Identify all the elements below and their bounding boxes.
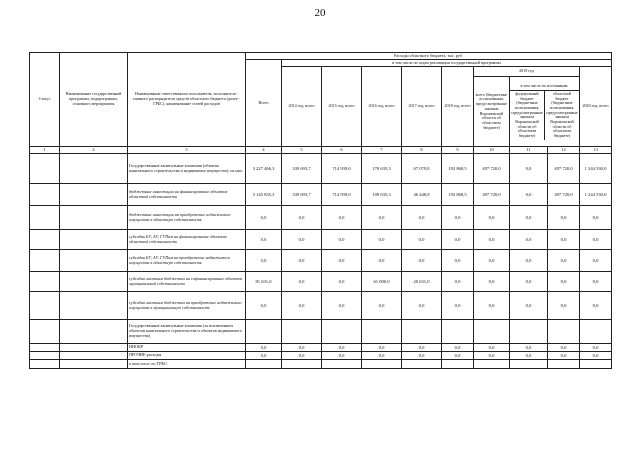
value-cell: 0,0 xyxy=(548,250,580,272)
value-cell xyxy=(362,360,402,369)
value-cell: 0,0 xyxy=(474,292,510,320)
program-cell xyxy=(60,230,128,250)
expense-item-label: Государственные капитальные вложения (за исключением объектов капитального строительства и объектов недвижимого имущества) xyxy=(128,320,246,344)
value-cell: 0,0 xyxy=(246,344,282,352)
column-number: 8 xyxy=(402,147,442,154)
expense-item-label: в том числе по ГРБС: xyxy=(128,360,246,369)
expense-item-label: субсидии БУ, АУ, ГУПам на финансирование объектов областной собственности xyxy=(128,230,246,250)
table-row xyxy=(30,250,612,272)
table-row xyxy=(30,206,612,230)
value-cell: 0,0 xyxy=(362,230,402,250)
value-cell: 0,0 xyxy=(402,344,442,352)
value-cell: 0,0 xyxy=(580,250,612,272)
value-cell: 0,0 xyxy=(322,352,362,360)
column-number: 11 xyxy=(510,147,548,154)
value-cell: 0,0 xyxy=(548,272,580,292)
status-cell xyxy=(30,154,60,184)
header-2019: 2019 год xyxy=(474,67,580,77)
status-cell xyxy=(30,320,60,344)
value-cell: 0,0 xyxy=(510,230,548,250)
column-number: 5 xyxy=(282,147,322,154)
value-cell xyxy=(246,320,282,344)
column-number: 2 xyxy=(60,147,128,154)
value-cell: 67 079,8 xyxy=(402,154,442,184)
value-cell xyxy=(442,320,474,344)
column-number: 1 xyxy=(30,147,60,154)
header-2016: 2016 год, всего xyxy=(362,67,402,147)
value-cell: 0,0 xyxy=(548,230,580,250)
value-cell: 0,0 xyxy=(510,292,548,320)
value-cell: 0,0 xyxy=(402,206,442,230)
value-cell: 81 631,0 xyxy=(246,272,282,292)
value-cell: 0,0 xyxy=(442,352,474,360)
status-cell xyxy=(30,344,60,352)
value-cell xyxy=(246,360,282,369)
header-2019-regional: областной бюджет (бюджетные ассигнования, предусмотренные законом Воронежской области об областном бюджете) xyxy=(546,90,578,139)
table-row xyxy=(30,272,612,292)
value-cell: 0,0 xyxy=(510,352,548,360)
table-row xyxy=(30,352,612,360)
value-cell: 0,0 xyxy=(442,230,474,250)
value-cell xyxy=(402,320,442,344)
value-cell xyxy=(580,360,612,369)
value-cell xyxy=(474,320,510,344)
expense-item-label: НИОКР xyxy=(128,344,246,352)
value-cell: 0,0 xyxy=(510,344,548,352)
value-cell: 0,0 xyxy=(402,352,442,360)
status-cell xyxy=(30,206,60,230)
value-cell: 0,0 xyxy=(322,230,362,250)
header-2019-sources-cell xyxy=(510,77,580,147)
column-number: 9 xyxy=(442,147,474,154)
header-total: Всего xyxy=(246,60,282,147)
header-status: Статус xyxy=(30,53,60,147)
value-cell xyxy=(442,360,474,369)
program-cell xyxy=(60,352,128,360)
value-cell: 0,0 xyxy=(246,206,282,230)
value-cell: 0,0 xyxy=(282,250,322,272)
value-cell xyxy=(510,320,548,344)
value-cell xyxy=(510,360,548,369)
value-cell: 0,0 xyxy=(510,250,548,272)
program-cell xyxy=(60,320,128,344)
value-cell: 0,0 xyxy=(402,250,442,272)
value-cell: 0,0 xyxy=(580,230,612,250)
column-number: 12 xyxy=(548,147,580,154)
value-cell: 0,0 xyxy=(510,272,548,292)
value-cell: 192 868,5 xyxy=(442,154,474,184)
table-row xyxy=(30,360,612,369)
value-cell: 714 939,0 xyxy=(322,184,362,206)
page-number: 20 xyxy=(314,7,326,19)
column-number: 10 xyxy=(474,147,510,154)
value-cell: 497 720,0 xyxy=(548,184,580,206)
value-cell: 0,0 xyxy=(362,344,402,352)
value-cell: 0,0 xyxy=(548,352,580,360)
value-cell: 0,0 xyxy=(362,206,402,230)
value-cell: 0,0 xyxy=(474,352,510,360)
status-cell xyxy=(30,272,60,292)
value-cell: 0,0 xyxy=(402,292,442,320)
value-cell: 339 693,7 xyxy=(282,154,322,184)
header-2018: 2018 год, всего xyxy=(442,67,474,147)
value-cell: 1 244 530,0 xyxy=(580,154,612,184)
column-numbers-row xyxy=(30,147,612,154)
value-cell xyxy=(282,320,322,344)
column-number: 7 xyxy=(362,147,402,154)
status-cell xyxy=(30,360,60,369)
value-cell: 0,0 xyxy=(282,352,322,360)
value-cell xyxy=(322,360,362,369)
value-cell: 0,0 xyxy=(548,344,580,352)
table-row xyxy=(30,230,612,250)
table-row xyxy=(30,344,612,352)
value-cell: 0,0 xyxy=(580,344,612,352)
value-cell xyxy=(580,320,612,344)
status-cell xyxy=(30,250,60,272)
value-cell: 0,0 xyxy=(282,272,322,292)
program-cell xyxy=(60,344,128,352)
value-cell: 0,0 xyxy=(322,206,362,230)
program-cell xyxy=(60,360,128,369)
budget-table xyxy=(29,52,612,369)
value-cell: 0,0 xyxy=(510,154,548,184)
value-cell: 0,0 xyxy=(474,272,510,292)
value-cell: 0,0 xyxy=(548,206,580,230)
value-cell: 0,0 xyxy=(322,272,362,292)
program-cell xyxy=(60,292,128,320)
value-cell: 497 720,0 xyxy=(474,184,510,206)
value-cell xyxy=(282,360,322,369)
value-cell: 0,0 xyxy=(474,206,510,230)
program-cell xyxy=(60,154,128,184)
value-cell: 61 000,0 xyxy=(362,272,402,292)
value-cell: 109 635,3 xyxy=(362,184,402,206)
value-cell: 339 693,7 xyxy=(282,184,322,206)
value-cell: 0,0 xyxy=(580,292,612,320)
status-cell xyxy=(30,292,60,320)
column-number: 4 xyxy=(246,147,282,154)
value-cell: 0,0 xyxy=(510,206,548,230)
header-2015: 2015 год, всего xyxy=(322,67,362,147)
value-cell: 3 227 466,3 xyxy=(246,154,282,184)
value-cell xyxy=(474,360,510,369)
value-cell: 0,0 xyxy=(474,250,510,272)
status-cell xyxy=(30,184,60,206)
header-2019-sources: в том числе по источникам: xyxy=(510,83,579,91)
column-number: 6 xyxy=(322,147,362,154)
expense-item-label: бюджетные инвестиции на приобретение недвижимого имущества в областную собственность xyxy=(128,206,246,230)
value-cell: 0,0 xyxy=(246,292,282,320)
value-cell: 46 448,8 xyxy=(402,184,442,206)
expense-item-label: субсидии БУ, АУ, ГУПам на приобретение недвижимого имущества в областную собственность xyxy=(128,250,246,272)
value-cell: 170 635,3 xyxy=(362,154,402,184)
value-cell: 0,0 xyxy=(580,206,612,230)
value-cell xyxy=(548,320,580,344)
column-number: 3 xyxy=(128,147,246,154)
status-cell xyxy=(30,230,60,250)
value-cell: 0,0 xyxy=(362,292,402,320)
program-cell xyxy=(60,272,128,292)
value-cell: 0,0 xyxy=(282,292,322,320)
value-cell xyxy=(362,320,402,344)
value-cell: 0,0 xyxy=(246,230,282,250)
value-cell: 0,0 xyxy=(510,184,548,206)
value-cell: 192 868,5 xyxy=(442,184,474,206)
expense-item-label: субсидии местным бюджетам на приобретение недвижимого имущества в муниципальную собственность xyxy=(128,292,246,320)
value-cell: 0,0 xyxy=(322,292,362,320)
value-cell: 0,0 xyxy=(580,352,612,360)
program-cell xyxy=(60,250,128,272)
value-cell: 0,0 xyxy=(402,230,442,250)
column-number: 13 xyxy=(580,147,612,154)
expense-item-label: субсидии местным бюджетам на софинансирование объектов муниципальной собственности xyxy=(128,272,246,292)
table-row xyxy=(30,184,612,206)
value-cell xyxy=(402,360,442,369)
value-cell: 20 631,0 xyxy=(402,272,442,292)
program-cell xyxy=(60,184,128,206)
header-program: Наименование государственной программы, подпрограммы, основного мероприятия xyxy=(60,53,128,147)
value-cell: 0,0 xyxy=(442,206,474,230)
header-2019-total: всего (бюджетные ассигнования, предусмотренные законом Воронежской области об областном бюджете) xyxy=(474,77,510,147)
value-cell: 0,0 xyxy=(362,352,402,360)
value-cell xyxy=(548,360,580,369)
value-cell: 0,0 xyxy=(548,292,580,320)
header-2020: 2020 год, всего xyxy=(580,67,612,147)
value-cell: 3 145 835,3 xyxy=(246,184,282,206)
value-cell xyxy=(322,320,362,344)
value-cell: 0,0 xyxy=(474,230,510,250)
expense-item-label: бюджетные инвестиции на финансирование объектов областной собственности xyxy=(128,184,246,206)
value-cell: 0,0 xyxy=(282,206,322,230)
table-row xyxy=(30,292,612,320)
table-row xyxy=(30,320,612,344)
value-cell: 0,0 xyxy=(442,250,474,272)
value-cell: 0,0 xyxy=(246,250,282,272)
header-years: в том числе по годам реализации государственной программы xyxy=(282,60,612,67)
header-executor: Наименование ответственного исполнителя, исполнителя - главного распорядителя средств областного бюджета (далее - ГРБС), наименование статей расходов xyxy=(128,53,246,147)
value-cell: 0,0 xyxy=(322,344,362,352)
header-2014: 2014 год, всего xyxy=(282,67,322,147)
status-cell xyxy=(30,352,60,360)
value-cell: 0,0 xyxy=(362,250,402,272)
header-2019-federal: федеральный бюджет (бюджетные ассигнования, предусмотренные законом Воронежской области об областном бюджете) xyxy=(510,91,545,140)
value-cell: 1 244 530,0 xyxy=(580,184,612,206)
header-2017: 2017 год, всего xyxy=(402,67,442,147)
expense-item-label: ПРОЧИЕ расходы xyxy=(128,352,246,360)
value-cell: 0,0 xyxy=(442,272,474,292)
value-cell: 497 720,0 xyxy=(548,154,580,184)
value-cell: 714 939,0 xyxy=(322,154,362,184)
expense-item-label: Государственные капитальные вложения (объекты капитального строительства и недвижимое имущество), из них: xyxy=(128,154,246,184)
header-expenses: Расходы областного бюджета, тыс. руб. xyxy=(246,53,612,60)
value-cell: 0,0 xyxy=(474,344,510,352)
program-cell xyxy=(60,206,128,230)
value-cell: 0,0 xyxy=(282,344,322,352)
value-cell: 497 720,0 xyxy=(474,154,510,184)
value-cell: 0,0 xyxy=(246,352,282,360)
table-row xyxy=(30,154,612,184)
value-cell: 0,0 xyxy=(442,344,474,352)
value-cell: 0,0 xyxy=(580,272,612,292)
value-cell: 0,0 xyxy=(322,250,362,272)
value-cell: 0,0 xyxy=(282,230,322,250)
value-cell: 0,0 xyxy=(442,292,474,320)
